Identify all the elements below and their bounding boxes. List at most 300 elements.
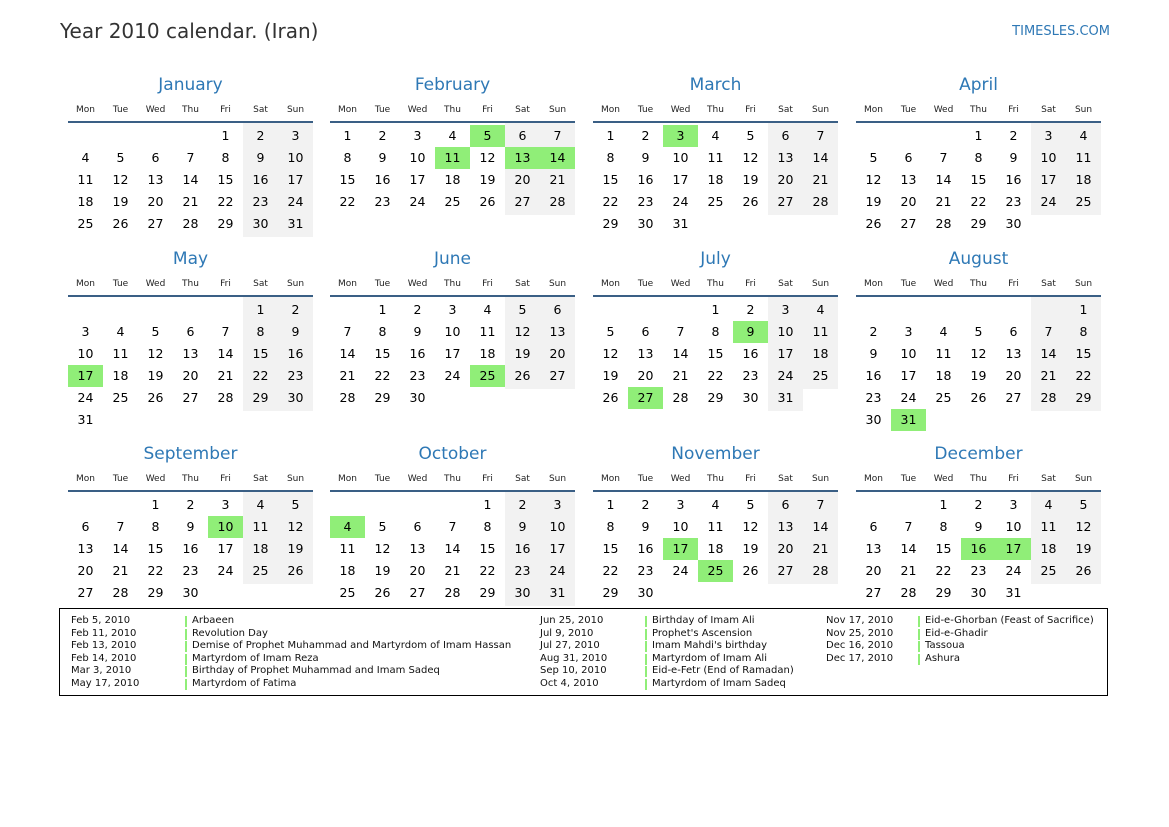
weekday-label: Sun bbox=[811, 105, 830, 115]
weekday-header bbox=[593, 279, 838, 291]
day-cell: 20 bbox=[900, 194, 917, 209]
day-cell: 6 bbox=[413, 519, 422, 534]
month-title: October bbox=[418, 444, 487, 464]
weekday-label: Wed bbox=[145, 105, 166, 115]
day-cell: 14 bbox=[112, 541, 129, 556]
day-cell: 23 bbox=[637, 194, 654, 209]
day-cell: 4 bbox=[1044, 497, 1053, 512]
day-cell: 1 bbox=[1079, 302, 1088, 317]
day-cell: 3 bbox=[81, 324, 90, 339]
legend-holiday-name: Martyrdom of Fatima bbox=[192, 678, 297, 689]
day-cell: 27 bbox=[777, 563, 794, 578]
weekday-label: Fri bbox=[220, 474, 231, 484]
legend-color-marker bbox=[185, 616, 187, 627]
day-cell: 18 bbox=[1075, 172, 1092, 187]
weekday-label: Sun bbox=[1074, 474, 1093, 484]
day-cell: 9 bbox=[1009, 150, 1018, 165]
day-cell: 18 bbox=[77, 194, 94, 209]
day-cell: 12 bbox=[112, 172, 129, 187]
weekday-label: Sun bbox=[286, 279, 305, 289]
day-cell: 11 bbox=[707, 519, 724, 534]
day-cell: 12 bbox=[287, 519, 304, 534]
day-cell: 8 bbox=[939, 519, 948, 534]
day-cell: 25 bbox=[444, 194, 461, 209]
day-cell: 6 bbox=[186, 324, 195, 339]
day-cell: 10 bbox=[549, 519, 566, 534]
day-cell: 16 bbox=[865, 368, 882, 383]
day-cell: 11 bbox=[112, 346, 129, 361]
month-title: July bbox=[700, 249, 731, 269]
legend-holiday-name: Demise of Prophet Muhammad and Martyrdom of Imam Hassan bbox=[192, 640, 512, 652]
day-cell: 13 bbox=[147, 172, 164, 187]
day-cell: 18 bbox=[252, 541, 269, 556]
day-cell: 22 bbox=[602, 194, 619, 209]
day-cell: 6 bbox=[553, 302, 562, 317]
day-cell: 19 bbox=[479, 172, 496, 187]
day-cell: 16 bbox=[637, 172, 654, 187]
day-cell: 20 bbox=[1005, 368, 1022, 383]
day-cell: 22 bbox=[479, 563, 496, 578]
weekday-label: Sun bbox=[548, 474, 567, 484]
day-cell: 1 bbox=[256, 302, 265, 317]
day-cell: 15 bbox=[602, 541, 619, 556]
weekday-label: Fri bbox=[745, 474, 756, 484]
day-cell: 23 bbox=[637, 563, 654, 578]
day-cell: 27 bbox=[777, 194, 794, 209]
legend-holiday-name: Revolution Day bbox=[192, 627, 268, 639]
day-cell: 17 bbox=[217, 541, 234, 556]
holiday-day: 10 bbox=[208, 516, 243, 538]
day-cell: 31 bbox=[77, 412, 94, 427]
legend-date: Jul 27, 2010 bbox=[540, 640, 600, 652]
day-cell: 6 bbox=[81, 519, 90, 534]
day-cell: 9 bbox=[378, 150, 387, 165]
day-cell: 12 bbox=[742, 150, 759, 165]
day-cell: 28 bbox=[812, 563, 829, 578]
weekday-label: Sun bbox=[548, 105, 567, 115]
day-cell: 23 bbox=[514, 563, 531, 578]
day-cell: 2 bbox=[641, 128, 650, 143]
legend-holiday-name: Birthday of Prophet Muhammad and Imam Sadeq bbox=[192, 665, 440, 677]
weekday-label: Thu bbox=[182, 474, 199, 484]
legend-color-marker bbox=[645, 654, 647, 665]
day-cell: 28 bbox=[812, 194, 829, 209]
holiday-day: 17 bbox=[663, 538, 698, 560]
holiday-day: 13 bbox=[505, 147, 540, 169]
day-cell: 26 bbox=[742, 194, 759, 209]
day-cell: 7 bbox=[116, 519, 125, 534]
day-cell: 5 bbox=[151, 324, 160, 339]
day-cell: 1 bbox=[151, 497, 160, 512]
day-cell: 31 bbox=[1005, 585, 1022, 600]
day-cell: 14 bbox=[444, 541, 461, 556]
day-cell: 31 bbox=[287, 216, 304, 231]
day-cell: 13 bbox=[777, 150, 794, 165]
day-cell: 14 bbox=[812, 150, 829, 165]
day-cell: 26 bbox=[112, 216, 129, 231]
day-cell: 3 bbox=[781, 302, 790, 317]
day-cell: 21 bbox=[900, 563, 917, 578]
day-cell: 21 bbox=[549, 172, 566, 187]
day-cell: 10 bbox=[1005, 519, 1022, 534]
day-cell: 22 bbox=[935, 563, 952, 578]
month-title: September bbox=[143, 444, 238, 464]
day-cell: 4 bbox=[448, 128, 457, 143]
day-cell: 21 bbox=[112, 563, 129, 578]
day-cell: 23 bbox=[182, 563, 199, 578]
day-cell: 11 bbox=[1075, 150, 1092, 165]
day-cell: 9 bbox=[256, 150, 265, 165]
legend-holiday-name: Eid-e-Ghorban (Feast of Sacrifice) bbox=[925, 615, 1094, 626]
day-cell: 26 bbox=[742, 563, 759, 578]
weekday-label: Thu bbox=[707, 105, 724, 115]
day-cell: 18 bbox=[935, 368, 952, 383]
weekday-label: Tue bbox=[900, 105, 917, 115]
day-cell: 30 bbox=[637, 216, 654, 231]
legend-color-marker bbox=[918, 629, 920, 640]
month-title: December bbox=[934, 444, 1023, 464]
day-cell: 22 bbox=[217, 194, 234, 209]
month-title: January bbox=[158, 75, 223, 95]
day-cell: 25 bbox=[252, 563, 269, 578]
legend-holiday-name: Eid-e-Fetr (End of Ramadan) bbox=[652, 665, 794, 677]
day-cell: 3 bbox=[553, 497, 562, 512]
day-cell: 27 bbox=[182, 390, 199, 405]
day-cell: 3 bbox=[413, 128, 422, 143]
weekday-label: Tue bbox=[374, 105, 391, 115]
day-cell: 7 bbox=[816, 497, 825, 512]
day-cell: 14 bbox=[1040, 346, 1057, 361]
weekday-label: Fri bbox=[220, 105, 231, 115]
day-cell: 6 bbox=[1009, 324, 1018, 339]
day-cell: 26 bbox=[287, 563, 304, 578]
day-cell: 5 bbox=[518, 302, 527, 317]
day-cell: 17 bbox=[900, 368, 917, 383]
legend-color-marker bbox=[185, 654, 187, 665]
legend-color-marker bbox=[185, 679, 187, 690]
day-cell: 15 bbox=[339, 172, 356, 187]
day-cell: 13 bbox=[777, 519, 794, 534]
day-cell: 9 bbox=[974, 519, 983, 534]
weekday-label: Tue bbox=[900, 474, 917, 484]
legend-color-marker bbox=[645, 666, 647, 677]
day-cell: 1 bbox=[343, 128, 352, 143]
holiday-day: 17 bbox=[68, 365, 103, 387]
weekday-header bbox=[330, 105, 575, 117]
weekday-header bbox=[856, 279, 1101, 291]
day-cell: 13 bbox=[1005, 346, 1022, 361]
legend-holiday-name: Martyrdom of Imam Ali bbox=[652, 652, 767, 664]
day-cell: 29 bbox=[374, 390, 391, 405]
day-cell: 4 bbox=[1079, 128, 1088, 143]
day-cell: 21 bbox=[672, 368, 689, 383]
day-cell: 29 bbox=[707, 390, 724, 405]
day-cell: 22 bbox=[1075, 368, 1092, 383]
day-cell: 8 bbox=[1079, 324, 1088, 339]
holiday-day: 25 bbox=[470, 365, 505, 387]
weekday-label: Tue bbox=[637, 279, 654, 289]
day-cell: 28 bbox=[217, 390, 234, 405]
day-cell: 4 bbox=[939, 324, 948, 339]
day-cell: 17 bbox=[287, 172, 304, 187]
weekday-label: Tue bbox=[900, 279, 917, 289]
legend-color-marker bbox=[918, 616, 920, 627]
day-cell: 30 bbox=[182, 585, 199, 600]
day-cell: 15 bbox=[1075, 346, 1092, 361]
day-cell: 18 bbox=[339, 563, 356, 578]
day-cell: 17 bbox=[777, 346, 794, 361]
legend-date: Aug 31, 2010 bbox=[540, 652, 608, 664]
month-title: March bbox=[689, 75, 742, 95]
day-cell: 11 bbox=[707, 150, 724, 165]
legend-holiday-name: Imam Mahdi's birthday bbox=[652, 640, 767, 652]
day-cell: 5 bbox=[606, 324, 615, 339]
day-cell: 1 bbox=[711, 302, 720, 317]
day-cell: 16 bbox=[252, 172, 269, 187]
day-cell: 19 bbox=[865, 194, 882, 209]
day-cell: 9 bbox=[641, 150, 650, 165]
day-cell: 18 bbox=[479, 346, 496, 361]
weekday-label: Thu bbox=[707, 279, 724, 289]
day-cell: 8 bbox=[483, 519, 492, 534]
day-cell: 4 bbox=[711, 497, 720, 512]
day-cell: 7 bbox=[816, 128, 825, 143]
day-cell: 23 bbox=[252, 194, 269, 209]
day-cell: 21 bbox=[812, 172, 829, 187]
legend-color-marker bbox=[918, 654, 920, 665]
day-cell: 19 bbox=[742, 172, 759, 187]
day-cell: 27 bbox=[147, 216, 164, 231]
day-cell: 28 bbox=[900, 585, 917, 600]
weekday-label: Tue bbox=[112, 279, 129, 289]
day-cell: 20 bbox=[549, 346, 566, 361]
day-cell: 13 bbox=[637, 346, 654, 361]
day-cell: 16 bbox=[287, 346, 304, 361]
legend-holiday-name: Prophet's Ascension bbox=[652, 627, 753, 639]
day-cell: 2 bbox=[518, 497, 527, 512]
day-cell: 10 bbox=[287, 150, 304, 165]
weekday-header bbox=[593, 474, 838, 486]
day-cell: 28 bbox=[672, 390, 689, 405]
weekday-label: Wed bbox=[670, 474, 691, 484]
day-cell: 17 bbox=[1040, 172, 1057, 187]
site-link[interactable]: TIMESLES.COM bbox=[1012, 24, 1110, 39]
day-cell: 11 bbox=[479, 324, 496, 339]
day-cell: 26 bbox=[970, 390, 987, 405]
day-cell: 22 bbox=[970, 194, 987, 209]
day-cell: 16 bbox=[514, 541, 531, 556]
day-cell: 23 bbox=[1005, 194, 1022, 209]
legend-color-marker bbox=[645, 629, 647, 640]
month-title: April bbox=[959, 75, 998, 95]
day-cell: 8 bbox=[256, 324, 265, 339]
day-cell: 20 bbox=[777, 541, 794, 556]
day-cell: 18 bbox=[1040, 541, 1057, 556]
weekday-label: Thu bbox=[444, 279, 461, 289]
day-cell: 7 bbox=[553, 128, 562, 143]
day-cell: 29 bbox=[1075, 390, 1092, 405]
day-cell: 9 bbox=[869, 346, 878, 361]
day-cell: 2 bbox=[974, 497, 983, 512]
weekday-label: Sun bbox=[811, 279, 830, 289]
day-cell: 10 bbox=[77, 346, 94, 361]
day-cell: 21 bbox=[182, 194, 199, 209]
day-cell: 17 bbox=[672, 172, 689, 187]
day-cell: 2 bbox=[641, 497, 650, 512]
legend-color-marker bbox=[185, 629, 187, 640]
day-cell: 8 bbox=[221, 150, 230, 165]
day-cell: 21 bbox=[812, 541, 829, 556]
day-cell: 24 bbox=[217, 563, 234, 578]
day-cell: 1 bbox=[378, 302, 387, 317]
day-cell: 19 bbox=[742, 541, 759, 556]
weekday-header bbox=[856, 474, 1101, 486]
day-cell: 25 bbox=[707, 194, 724, 209]
day-cell: 7 bbox=[1044, 324, 1053, 339]
day-cell: 12 bbox=[374, 541, 391, 556]
day-cell: 27 bbox=[1005, 390, 1022, 405]
legend-date: Nov 25, 2010 bbox=[826, 627, 894, 639]
day-cell: 25 bbox=[1040, 563, 1057, 578]
day-cell: 15 bbox=[217, 172, 234, 187]
holiday-day: 25 bbox=[698, 560, 733, 582]
day-cell: 5 bbox=[974, 324, 983, 339]
legend-holiday-name: Tassoua bbox=[925, 640, 965, 652]
day-cell: 17 bbox=[549, 541, 566, 556]
day-cell: 30 bbox=[514, 585, 531, 600]
day-cell: 29 bbox=[252, 390, 269, 405]
day-cell: 18 bbox=[812, 346, 829, 361]
weekday-label: Fri bbox=[482, 105, 493, 115]
day-cell: 28 bbox=[549, 194, 566, 209]
day-cell: 7 bbox=[186, 150, 195, 165]
day-cell: 18 bbox=[112, 368, 129, 383]
day-cell: 21 bbox=[1040, 368, 1057, 383]
day-cell: 12 bbox=[514, 324, 531, 339]
weekday-label: Mon bbox=[864, 105, 883, 115]
weekday-label: Fri bbox=[482, 279, 493, 289]
day-cell: 26 bbox=[147, 390, 164, 405]
day-cell: 5 bbox=[378, 519, 387, 534]
weekday-label: Tue bbox=[374, 474, 391, 484]
day-cell: 8 bbox=[711, 324, 720, 339]
day-cell: 28 bbox=[182, 216, 199, 231]
day-cell: 7 bbox=[343, 324, 352, 339]
day-cell: 19 bbox=[112, 194, 129, 209]
legend-date: Jul 9, 2010 bbox=[540, 627, 594, 639]
day-cell: 14 bbox=[339, 346, 356, 361]
day-cell: 29 bbox=[147, 585, 164, 600]
weekday-label: Sat bbox=[778, 279, 793, 289]
day-cell: 13 bbox=[77, 541, 94, 556]
day-cell: 6 bbox=[904, 150, 913, 165]
day-cell: 13 bbox=[409, 541, 426, 556]
day-cell: 24 bbox=[77, 390, 94, 405]
day-cell: 4 bbox=[81, 150, 90, 165]
day-cell: 28 bbox=[444, 585, 461, 600]
legend-date: Mar 3, 2010 bbox=[71, 665, 132, 677]
day-cell: 26 bbox=[479, 194, 496, 209]
legend-holiday-name: Ashura bbox=[925, 652, 960, 664]
day-cell: 24 bbox=[900, 390, 917, 405]
day-cell: 22 bbox=[602, 563, 619, 578]
legend-date: Oct 4, 2010 bbox=[540, 678, 599, 689]
weekday-label: Thu bbox=[970, 474, 987, 484]
legend-date: Dec 17, 2010 bbox=[826, 652, 894, 664]
weekday-label: Sat bbox=[1041, 474, 1056, 484]
weekday-label: Mon bbox=[601, 279, 620, 289]
weekday-label: Tue bbox=[112, 105, 129, 115]
holiday-day: 16 bbox=[961, 538, 996, 560]
day-cell: 8 bbox=[606, 519, 615, 534]
day-cell: 30 bbox=[287, 390, 304, 405]
day-cell: 3 bbox=[676, 497, 685, 512]
day-cell: 13 bbox=[549, 324, 566, 339]
day-cell: 24 bbox=[287, 194, 304, 209]
weekday-label: Wed bbox=[933, 105, 954, 115]
day-cell: 14 bbox=[672, 346, 689, 361]
weekday-label: Mon bbox=[338, 474, 357, 484]
day-cell: 19 bbox=[147, 368, 164, 383]
weekday-label: Tue bbox=[637, 474, 654, 484]
day-cell: 16 bbox=[1005, 172, 1022, 187]
month-title: May bbox=[172, 249, 209, 269]
weekday-label: Tue bbox=[374, 279, 391, 289]
weekday-label: Wed bbox=[933, 279, 954, 289]
day-cell: 6 bbox=[151, 150, 160, 165]
holiday-legend bbox=[59, 608, 1108, 696]
day-cell: 2 bbox=[378, 128, 387, 143]
day-cell: 10 bbox=[672, 150, 689, 165]
weekday-label: Mon bbox=[76, 279, 95, 289]
legend-color-marker bbox=[645, 616, 647, 627]
day-cell: 8 bbox=[343, 150, 352, 165]
day-cell: 19 bbox=[287, 541, 304, 556]
day-cell: 15 bbox=[252, 346, 269, 361]
holiday-day: 17 bbox=[996, 538, 1031, 560]
legend-color-marker bbox=[918, 641, 920, 652]
day-cell: 30 bbox=[1005, 216, 1022, 231]
day-cell: 11 bbox=[1040, 519, 1057, 534]
month-title: February bbox=[414, 75, 491, 95]
weekday-label: Sat bbox=[253, 279, 268, 289]
day-cell: 1 bbox=[606, 497, 615, 512]
day-cell: 24 bbox=[672, 563, 689, 578]
day-cell: 10 bbox=[444, 324, 461, 339]
day-cell: 23 bbox=[742, 368, 759, 383]
weekday-label: Sat bbox=[253, 105, 268, 115]
weekday-header bbox=[330, 474, 575, 486]
holiday-day: 3 bbox=[663, 125, 698, 147]
day-cell: 17 bbox=[444, 346, 461, 361]
day-cell: 29 bbox=[970, 216, 987, 231]
legend-holiday-name: Eid-e-Ghadir bbox=[925, 627, 988, 639]
day-cell: 15 bbox=[602, 172, 619, 187]
weekday-label: Wed bbox=[145, 279, 166, 289]
day-cell: 22 bbox=[707, 368, 724, 383]
day-cell: 30 bbox=[637, 585, 654, 600]
weekday-header bbox=[68, 105, 313, 117]
day-cell: 9 bbox=[641, 519, 650, 534]
day-cell: 15 bbox=[707, 346, 724, 361]
day-cell: 24 bbox=[409, 194, 426, 209]
day-cell: 2 bbox=[413, 302, 422, 317]
day-cell: 10 bbox=[900, 346, 917, 361]
day-cell: 9 bbox=[291, 324, 300, 339]
weekday-label: Fri bbox=[1008, 474, 1019, 484]
legend-date: Feb 14, 2010 bbox=[71, 652, 137, 664]
weekday-label: Tue bbox=[112, 474, 129, 484]
